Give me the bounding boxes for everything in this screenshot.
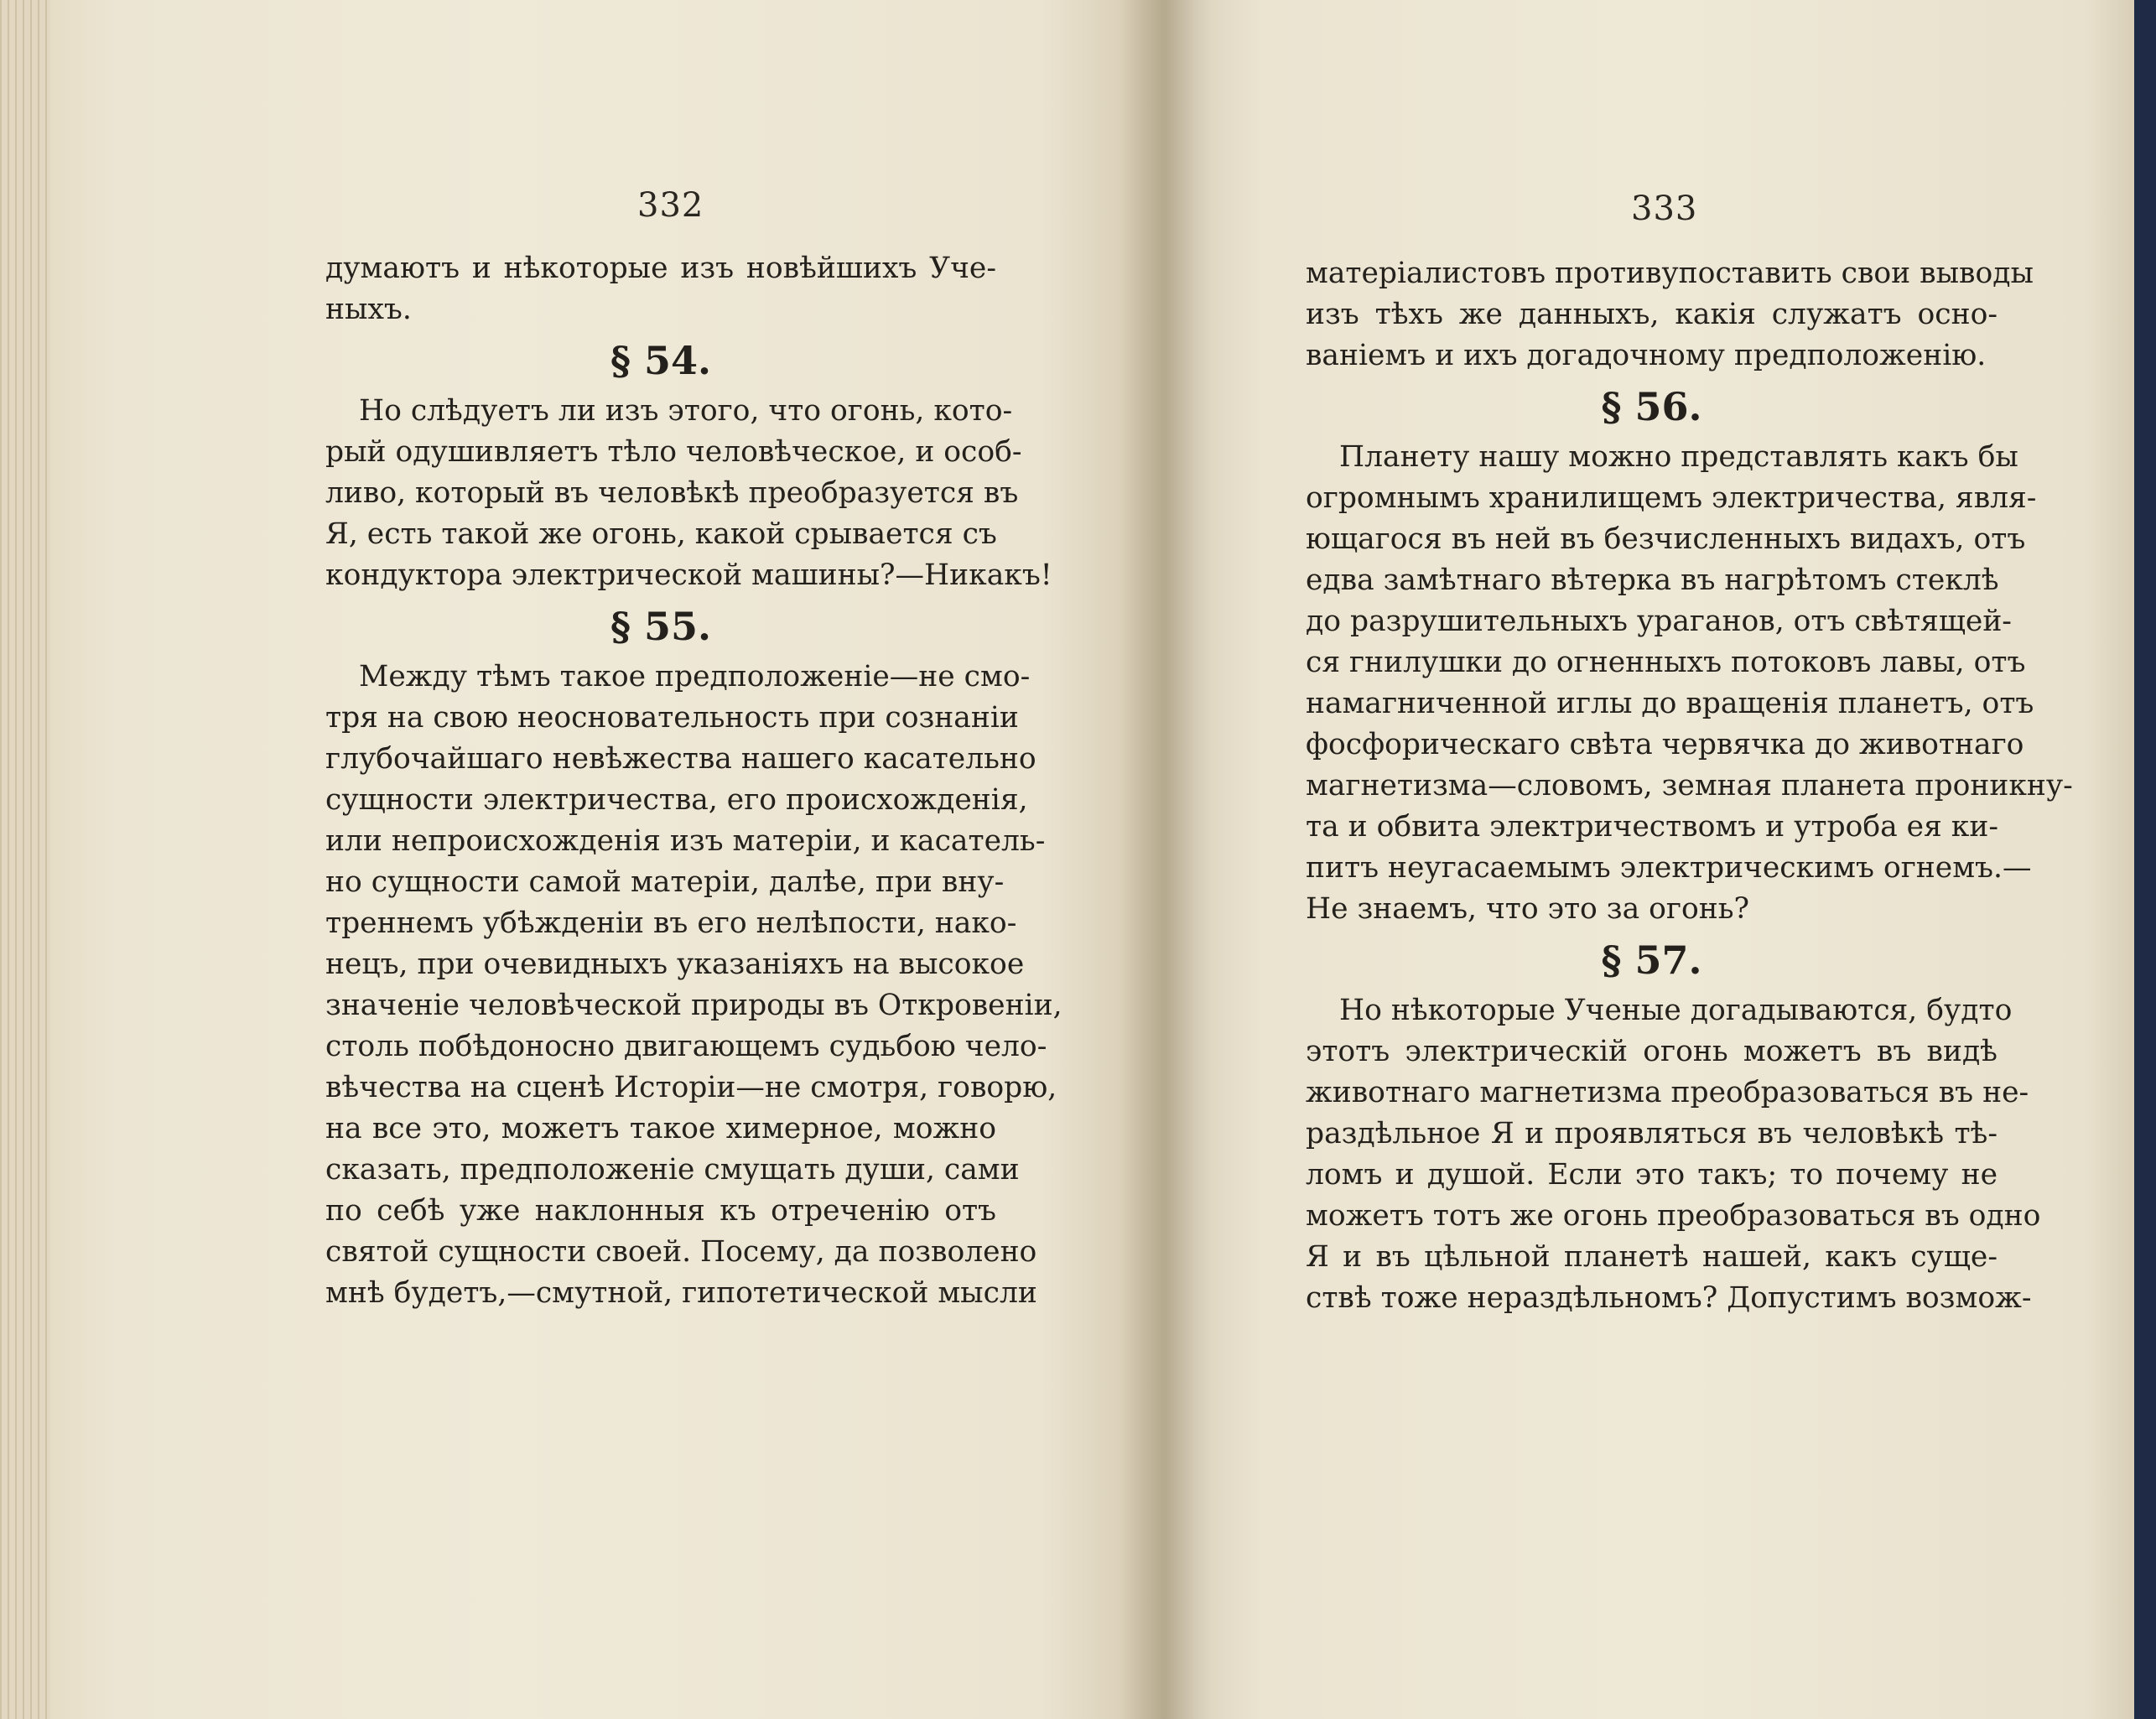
gutter-shadow: [1120, 0, 1212, 1719]
text-line: нецъ, при очевидныхъ указаніяхъ на высокое: [325, 948, 1025, 981]
text-line: думаютъ и нѣкоторые изъ новѣйшихъ Уче-: [325, 252, 996, 285]
page-edges: [0, 0, 50, 1719]
section-heading-56: § 56.: [1601, 384, 1702, 429]
text-line: раздѣльное Я и проявляться въ человѣкѣ тѣ-: [1306, 1117, 1998, 1150]
text-line: рый одушивляетъ тѣло человѣческое, и особ-: [325, 435, 1022, 469]
text-line: на все это, можетъ такое химерное, можно: [325, 1112, 996, 1145]
text-line: до разрушительныхъ ураганов, отъ свѣтящей-: [1306, 605, 2012, 638]
text-line: ся гнилушки до огненныхъ потоковъ лавы, отъ: [1306, 646, 2026, 679]
text-line: этотъ электрическій огонь можетъ въ видѣ: [1306, 1035, 1998, 1068]
text-line: Я и въ цѣльной планетѣ нашей, какъ суще-: [1306, 1240, 1998, 1274]
text-line: можетъ тотъ же огонь преобразоваться въ одно: [1306, 1199, 2041, 1233]
text-line: треннемъ убѣжденіи въ его нелѣпости, нако-: [325, 906, 1017, 940]
text-line: ваніемъ и ихъ догадочному предположенію.: [1306, 339, 1987, 372]
text-line: сущности электричества, его происхожденія,: [325, 783, 1028, 817]
left-text-block: [325, 248, 1062, 1314]
text-line: кондуктора электрической машины?—Никакъ!: [325, 558, 1052, 592]
text-line: изъ тѣхъ же данныхъ, какія служатъ осно-: [1306, 298, 1998, 331]
text-line: Но слѣдуетъ ли изъ этого, что огонь, кото-: [359, 394, 1013, 428]
text-line: фосфорическаго свѣта червячка до животнаго: [1306, 728, 2024, 761]
right-text-block: [1306, 253, 2073, 1319]
text-line: огромнымъ хранилищемъ электричества, явля-: [1306, 481, 2037, 515]
text-line: столь побѣдоносно двигающемъ судьбою чело-: [325, 1030, 1047, 1063]
text-line: но сущности самой матеріи, далѣе, при вну-: [325, 865, 1005, 899]
text-line: ломъ и душой. Если это такъ; то почему не: [1306, 1158, 1998, 1192]
text-line: по себѣ уже наклонныя къ отреченію отъ: [325, 1194, 996, 1228]
text-line: Но нѣкоторые Ученые догадываются, будто: [1339, 994, 2013, 1027]
page-number-left: 332: [637, 186, 704, 225]
text-line: животнаго магнетизма преобразоваться въ не-: [1306, 1076, 2029, 1109]
text-line: святой сущности своей. Посему, да позволено: [325, 1235, 1037, 1269]
text-line: тря на свою неосновательность при сознаніи: [325, 701, 1019, 735]
text-line: сказать, предположеніе смущать души, сами: [325, 1153, 1020, 1187]
text-line: или непроисхожденія изъ матеріи, и касатель-: [325, 824, 1046, 858]
text-line: ныхъ.: [325, 293, 412, 326]
right-page: [1161, 0, 2134, 1719]
text-line: Между тѣмъ такое предположеніе—не смо-: [359, 660, 1031, 693]
text-line: ливо, который въ человѣкѣ преобразуется въ: [325, 476, 1019, 510]
text-line: едва замѣтнаго вѣтерка въ нагрѣтомъ стеклѣ: [1306, 563, 1999, 597]
text-line: ствѣ тоже нераздѣльномъ? Допустимъ возмож-: [1306, 1281, 2032, 1315]
text-line: вѣчества на сценѣ Исторіи—не смотря, говорю,: [325, 1071, 1057, 1104]
section-heading-54: § 54.: [610, 338, 712, 383]
text-line: питъ неугасаемымъ электрическимъ огнемъ.—: [1306, 851, 2032, 885]
text-line: намагниченной иглы до вращенія планетъ, отъ: [1306, 687, 2034, 720]
text-line: Планету нашу можно представлять какъ бы: [1339, 440, 2018, 474]
text-line: глубочайшаго невѣжества нашего касательно: [325, 742, 1036, 776]
text-line: Не знаемъ, что это за огонь?: [1306, 892, 1750, 926]
text-line: мнѣ будетъ,—смутной, гипотетической мысли: [325, 1276, 1037, 1310]
section-heading-57: § 57.: [1601, 937, 1702, 983]
text-line: значеніе человѣческой природы въ Откровеніи,: [325, 989, 1062, 1022]
text-line: матеріалистовъ противупоставить свои выводы: [1306, 257, 2034, 290]
section-heading-55: § 55.: [610, 604, 712, 649]
page-number-right: 333: [1631, 190, 1698, 228]
text-line: ющагося въ ней въ безчисленныхъ видахъ, отъ: [1306, 522, 2026, 556]
text-line: магнетизма—словомъ, земная планета проникну-: [1306, 769, 2073, 802]
text-line: та и обвита электричествомъ и утроба ея ки-: [1306, 810, 1998, 844]
text-line: Я, есть такой же огонь, какой срывается съ: [325, 517, 997, 551]
